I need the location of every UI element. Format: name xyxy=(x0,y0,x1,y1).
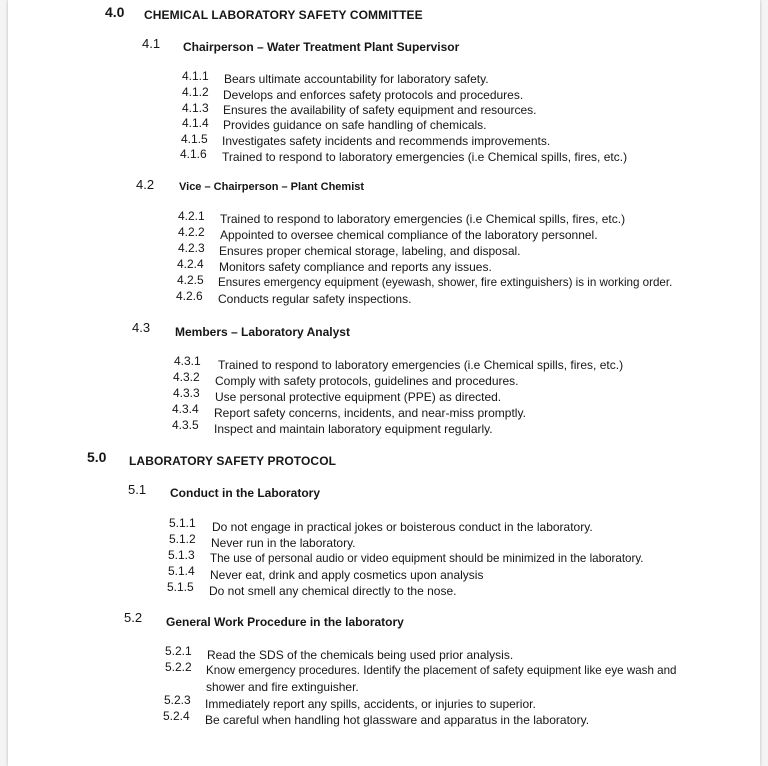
item-number: 4.1.1 xyxy=(182,69,209,83)
item-number: 4.2.4 xyxy=(177,257,204,271)
item-number: 5.1.2 xyxy=(169,532,196,546)
subsection-number: 4.3 xyxy=(132,320,151,335)
item-number: 4.2.1 xyxy=(178,209,205,223)
section-number: 4.0 xyxy=(105,4,125,20)
item-number: 5.2.1 xyxy=(165,644,192,658)
subsection-number: 5.1 xyxy=(128,482,147,497)
item-text: The use of personal audio or video equipment should be minimized in the laboratory. xyxy=(210,552,644,565)
item-number: 4.2.3 xyxy=(178,241,205,255)
item-text: Be careful when handling hot glassware and apparatus in the laboratory. xyxy=(205,713,590,727)
item-text: Appointed to oversee chemical compliance of the laboratory personnel. xyxy=(220,228,598,242)
item-text: Immediately report any spills, accidents, or injuries to superior. xyxy=(205,697,536,711)
item-number: 4.2.5 xyxy=(177,273,204,287)
subsection-number: 4.2 xyxy=(136,177,155,192)
item-text: Bears ultimate accountability for laboratory safety. xyxy=(224,72,489,86)
item-text: Ensures emergency equipment (eyewash, shower, fire extinguishers) is in working order. xyxy=(218,276,673,289)
item-number: 4.3.1 xyxy=(174,354,201,368)
item-number: 4.1.5 xyxy=(181,132,208,146)
item-text: Never eat, drink and apply cosmetics upon analysis xyxy=(210,568,484,582)
section-title: CHEMICAL LABORATORY SAFETY COMMITTEE xyxy=(144,8,423,22)
item-text: Investigates safety incidents and recommends improvements. xyxy=(222,134,551,148)
item-text: Do not engage in practical jokes or boisterous conduct in the laboratory. xyxy=(212,520,593,534)
item-text: Ensures the availability of safety equipment and resources. xyxy=(223,103,537,117)
subsection-title: Chairperson – Water Treatment Plant Supervisor xyxy=(183,40,460,54)
item-text: Never run in the laboratory. xyxy=(211,536,356,550)
item-text: Trained to respond to laboratory emergencies (i.e Chemical spills, fires, etc.) xyxy=(218,358,624,372)
item-text: Monitors safety compliance and reports any issues. xyxy=(219,260,492,274)
item-text: Conducts regular safety inspections. xyxy=(218,292,412,306)
document-page xyxy=(8,0,760,766)
item-text: Report safety concerns, incidents, and near-miss promptly. xyxy=(214,406,526,420)
item-text: Know emergency procedures. Identify the placement of safety equipment like eye wash and xyxy=(206,664,677,677)
item-text: Comply with safety protocols, guidelines and procedures. xyxy=(215,374,519,388)
item-number: 5.1.5 xyxy=(167,580,194,594)
subsection-title: Vice – Chairperson – Plant Chemist xyxy=(179,181,365,193)
item-text-continuation: shower and fire extinguisher. xyxy=(206,680,359,694)
subsection-title: General Work Procedure in the laboratory xyxy=(166,615,404,629)
item-number: 4.3.2 xyxy=(173,370,200,384)
item-text: Inspect and maintain laboratory equipment regularly. xyxy=(214,422,493,436)
subsection-title: Conduct in the Laboratory xyxy=(170,486,320,500)
subsection-title: Members – Laboratory Analyst xyxy=(175,325,350,339)
item-number: 5.2.3 xyxy=(164,693,191,707)
item-number: 4.2.2 xyxy=(178,225,205,239)
item-text: Ensures proper chemical storage, labeling, and disposal. xyxy=(219,244,521,258)
item-text: Trained to respond to laboratory emergencies (i.e Chemical spills, fires, etc.) xyxy=(222,150,628,164)
item-text: Develops and enforces safety protocols and procedures. xyxy=(223,88,524,102)
item-number: 4.2.6 xyxy=(176,289,203,303)
item-number: 5.1.4 xyxy=(168,564,195,578)
item-text: Read the SDS of the chemicals being used prior analysis. xyxy=(207,648,514,662)
item-number: 4.1.6 xyxy=(180,147,207,161)
item-text: Trained to respond to laboratory emergencies (i.e Chemical spills, fires, etc.) xyxy=(220,212,626,226)
item-number: 5.2.2 xyxy=(165,660,192,674)
section-number: 5.0 xyxy=(87,449,107,465)
item-number: 5.2.4 xyxy=(163,709,190,723)
subsection-number: 4.1 xyxy=(142,36,161,51)
item-number: 4.1.2 xyxy=(182,85,209,99)
section-title: LABORATORY SAFETY PROTOCOL xyxy=(129,454,337,468)
item-number: 5.1.3 xyxy=(168,548,195,562)
item-number: 4.3.5 xyxy=(172,418,199,432)
item-number: 5.1.1 xyxy=(169,516,196,530)
item-number: 4.3.4 xyxy=(172,402,199,416)
item-text: Provides guidance on safe handling of chemicals. xyxy=(223,118,487,132)
item-number: 4.1.3 xyxy=(182,101,209,115)
item-number: 4.3.3 xyxy=(173,386,200,400)
item-text: Do not smell any chemical directly to the nose. xyxy=(209,584,457,598)
item-text: Use personal protective equipment (PPE) as directed. xyxy=(215,390,502,404)
item-number: 4.1.4 xyxy=(182,116,209,130)
subsection-number: 5.2 xyxy=(124,610,143,625)
